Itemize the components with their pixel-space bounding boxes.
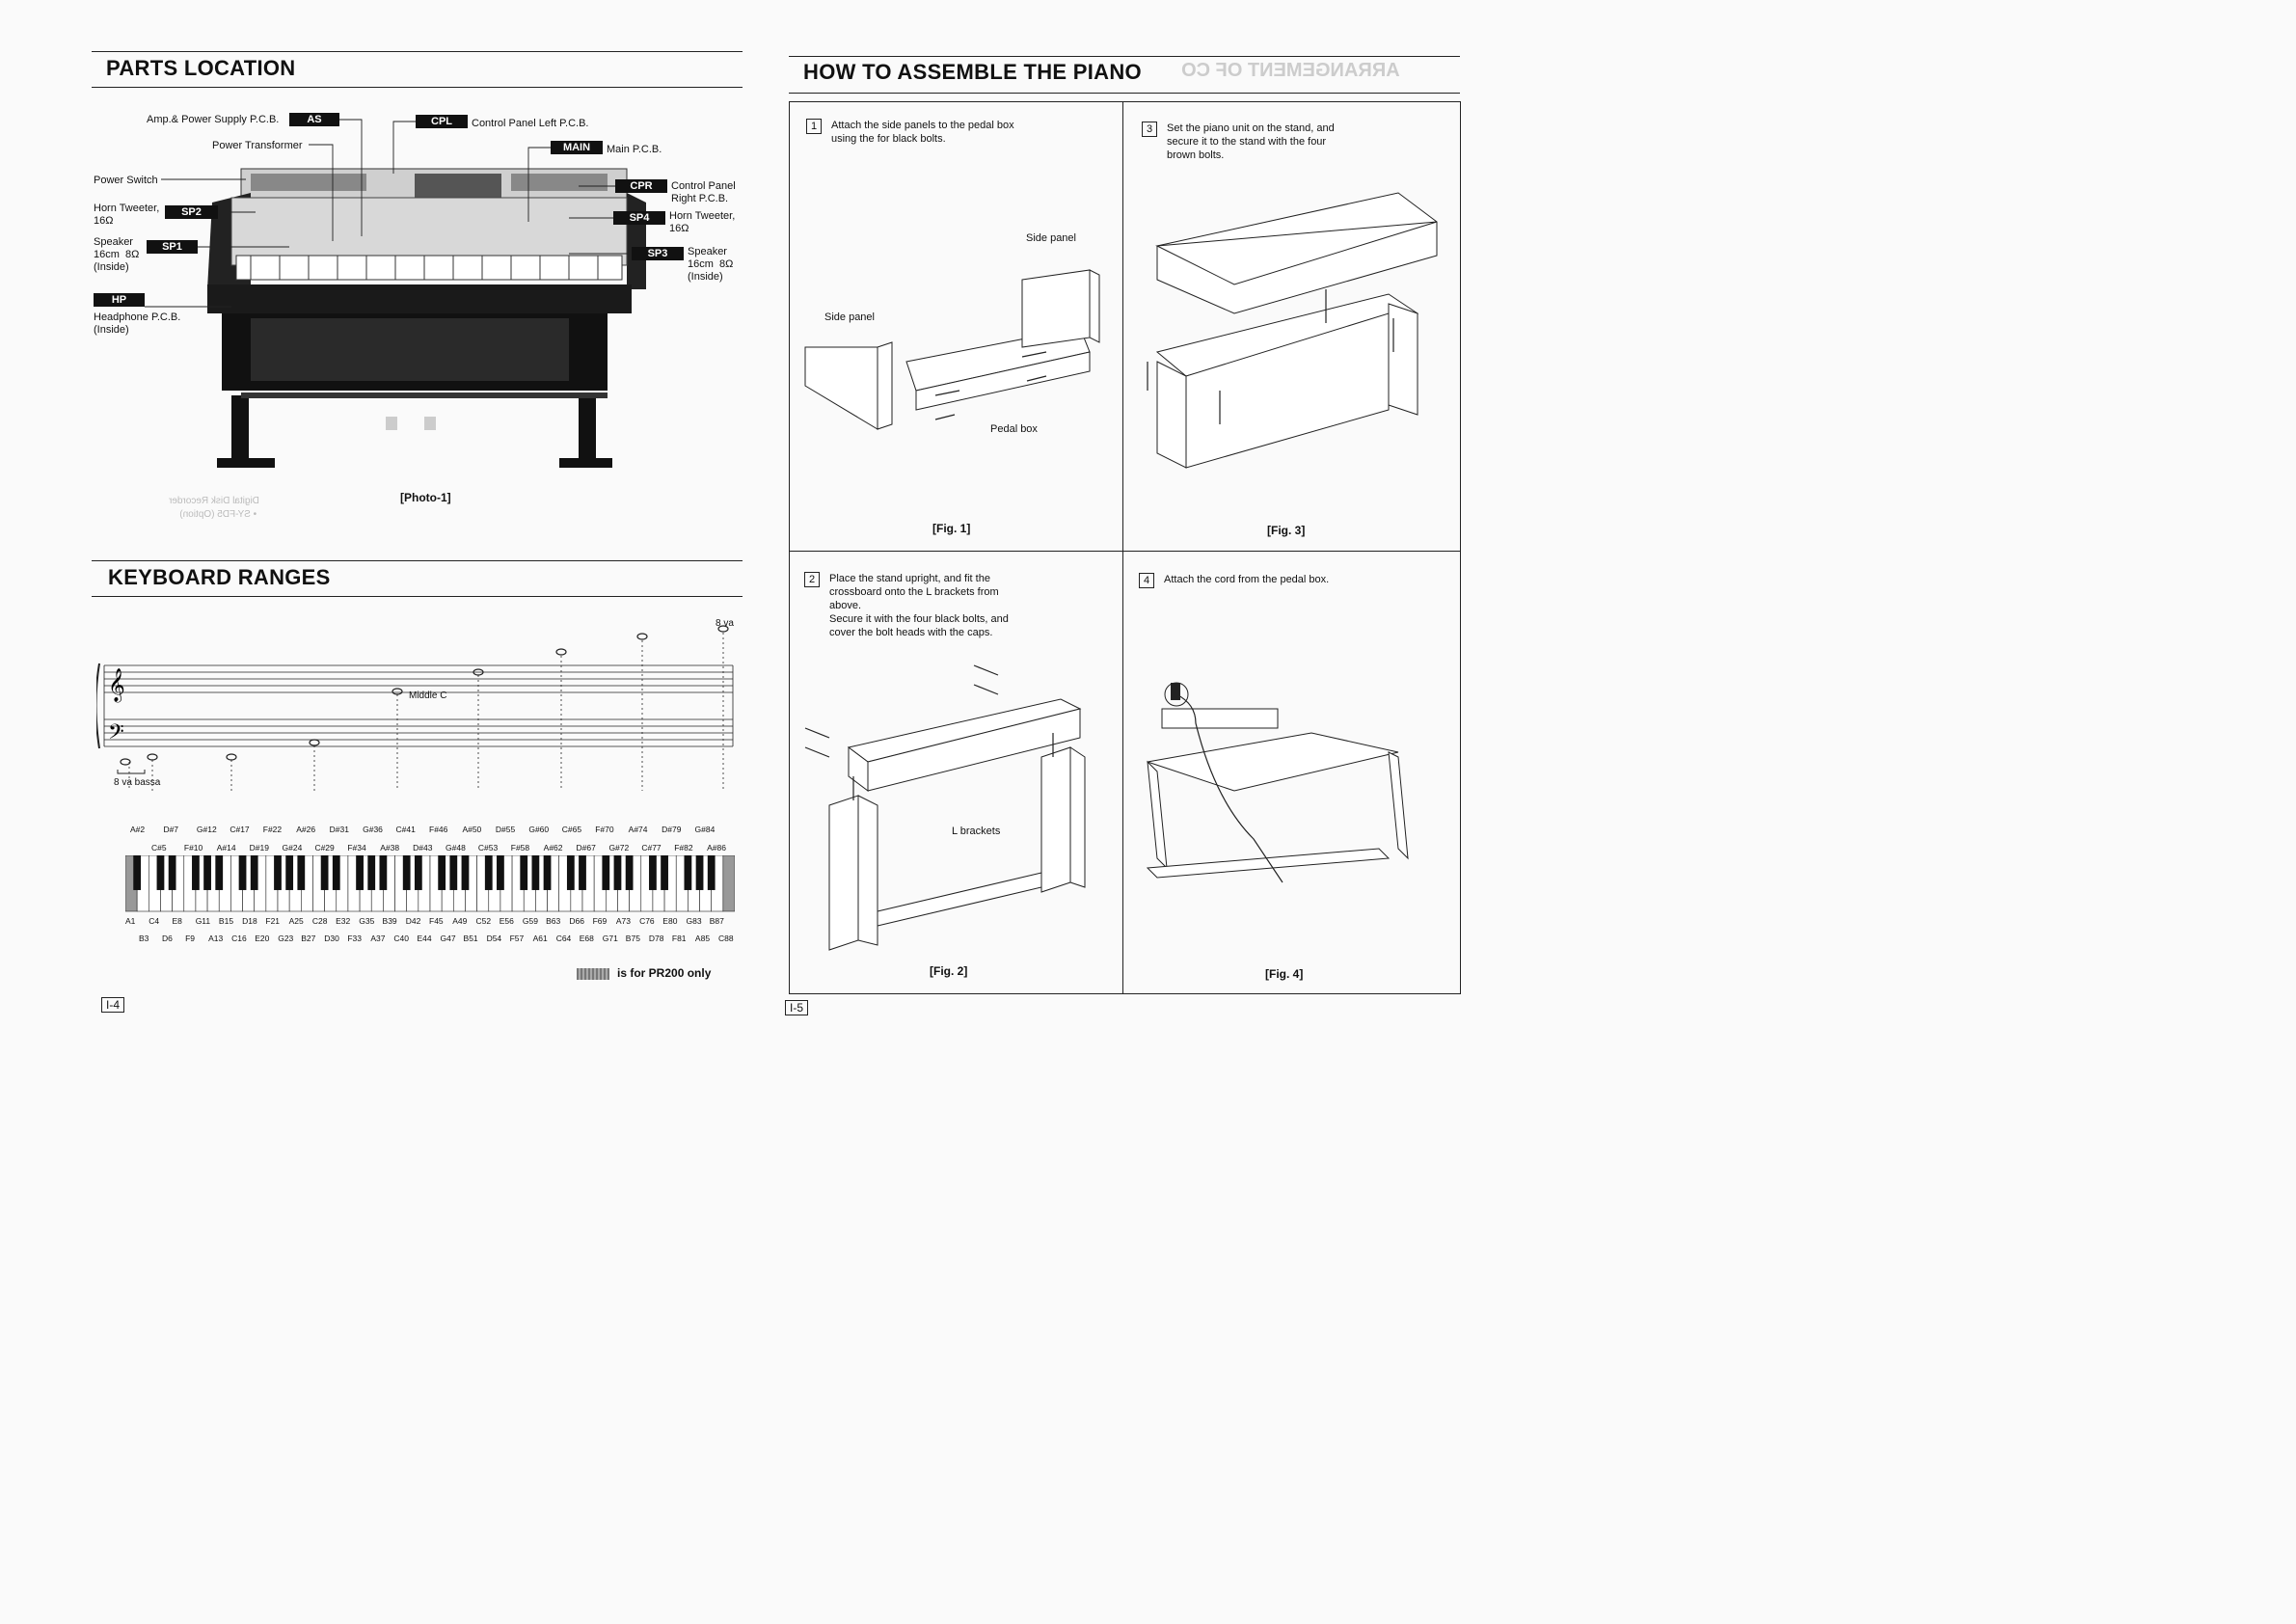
key-label: B63 xyxy=(546,916,561,926)
black-key xyxy=(285,855,293,890)
tag-main: MAIN xyxy=(551,141,603,154)
assembly-vdivider xyxy=(1122,101,1123,993)
black-key xyxy=(708,855,716,890)
tag-sp3: SP3 xyxy=(632,247,684,260)
headphone-label: Headphone P.C.B. (Inside) xyxy=(94,311,181,336)
tag-as: AS xyxy=(289,113,339,126)
photo-caption: [Photo-1] xyxy=(400,491,451,504)
black-key xyxy=(462,855,470,890)
black-key xyxy=(567,855,575,890)
eight-va-bassa-label: 8 va bassa xyxy=(114,777,161,788)
key-label: C76 xyxy=(639,916,655,926)
black-key xyxy=(497,855,504,890)
grand-staff xyxy=(96,617,743,791)
key-label: A25 xyxy=(288,916,304,926)
key-label: D78 xyxy=(648,934,664,943)
key-label: F#58 xyxy=(510,843,530,853)
keyboard-title-rule xyxy=(92,596,743,597)
horn-tweeter-left-label: Horn Tweeter, 16Ω xyxy=(94,203,160,227)
key-label: C#5 xyxy=(151,843,167,853)
key-label: E44 xyxy=(417,934,432,943)
key-label: C#65 xyxy=(561,825,582,834)
svg-text:𝄢: 𝄢 xyxy=(108,720,124,749)
power-switch-label: Power Switch xyxy=(94,175,158,186)
black-key xyxy=(297,855,305,890)
key-label: G#36 xyxy=(363,825,383,834)
step-4 xyxy=(1139,573,1329,588)
fig2-drawing xyxy=(800,651,1109,960)
black-key xyxy=(649,855,657,890)
fig1-pedal-box-label: Pedal box xyxy=(990,423,1038,435)
key-label: D#43 xyxy=(413,843,433,853)
tag-cpr: CPR xyxy=(615,179,667,193)
pr200-legend-text: is for PR200 only xyxy=(617,966,712,980)
key-label: C52 xyxy=(475,916,492,926)
key-label: D#19 xyxy=(249,843,269,853)
pr200-legend-swatch xyxy=(577,968,609,980)
keyboard-ranges-title: KEYBOARD RANGES xyxy=(108,565,331,589)
key-label: D30 xyxy=(324,934,339,943)
black-key xyxy=(356,855,364,890)
fig4-drawing xyxy=(1138,665,1446,897)
key-label: A37 xyxy=(370,934,386,943)
key-label: D54 xyxy=(486,934,502,943)
tag-hp: HP xyxy=(94,293,145,307)
key-label: A#2 xyxy=(130,825,146,834)
key-label: C4 xyxy=(149,916,160,926)
key-label: C88 xyxy=(717,934,734,943)
key-label: C#41 xyxy=(395,825,416,834)
amp-label: Amp.& Power Supply P.C.B. xyxy=(147,114,280,125)
middle-c-label: Middle C xyxy=(409,690,447,701)
key-label: F57 xyxy=(509,934,525,943)
key-label: D18 xyxy=(242,916,257,926)
fig1-side-panel-label-1: Side panel xyxy=(1026,232,1076,244)
key-label: F#82 xyxy=(674,843,693,853)
black-key xyxy=(321,855,329,890)
key-label: F81 xyxy=(671,934,687,943)
page-number-left: I-4 xyxy=(101,997,124,1013)
key-label: A#62 xyxy=(543,843,563,853)
assemble-title-rule xyxy=(789,93,1460,94)
black-key xyxy=(438,855,446,890)
black-key xyxy=(192,855,200,890)
step-3-text: Set the piano unit on the stand, and secure it to the stand with the four brown bolts. xyxy=(1167,122,1335,161)
key-label: A73 xyxy=(615,916,631,926)
key-label: G#48 xyxy=(446,843,466,853)
key-label: E20 xyxy=(255,934,270,943)
key-label: C#17 xyxy=(230,825,250,834)
leader-lines xyxy=(0,0,752,347)
key-label: B15 xyxy=(218,916,234,926)
key-label: A#74 xyxy=(628,825,648,834)
key-label: C28 xyxy=(311,916,328,926)
key-label: A#26 xyxy=(296,825,316,834)
speaker-left-label: Speaker 16cm 8Ω (Inside) xyxy=(94,236,140,273)
step-1 xyxy=(806,119,1014,146)
key-label: F#46 xyxy=(429,825,448,834)
key-label: B27 xyxy=(301,934,316,943)
step-4-text: Attach the cord from the pedal box. xyxy=(1164,574,1330,585)
black-key xyxy=(333,855,340,890)
black-key xyxy=(614,855,622,890)
tag-sp4: SP4 xyxy=(613,211,665,225)
key-label: G47 xyxy=(440,934,456,943)
black-key xyxy=(544,855,552,890)
key-label: F#34 xyxy=(347,843,366,853)
parts-location-title: PARTS LOCATION xyxy=(106,56,296,80)
black-key xyxy=(157,855,165,890)
key-label: D66 xyxy=(569,916,584,926)
main-label: Main P.C.B. xyxy=(607,144,662,155)
black-key xyxy=(251,855,258,890)
key-label: E56 xyxy=(499,916,514,926)
key-label: F#10 xyxy=(183,843,203,853)
key-label: D#55 xyxy=(495,825,516,834)
key-label: G71 xyxy=(602,934,618,943)
black-key xyxy=(579,855,586,890)
step-3 xyxy=(1142,122,1335,162)
key-label: E8 xyxy=(172,916,182,926)
key-label: C64 xyxy=(555,934,572,943)
fig2-l-brackets-label: L brackets xyxy=(952,826,1001,837)
key-label: C#53 xyxy=(477,843,499,853)
black-key xyxy=(215,855,223,890)
key-label: F#70 xyxy=(595,825,614,834)
key-label: B87 xyxy=(709,916,724,926)
key-label: C#77 xyxy=(641,843,662,853)
key-label: G11 xyxy=(195,916,211,926)
key-label: G83 xyxy=(686,916,702,926)
key-label: F69 xyxy=(592,916,608,926)
black-key xyxy=(696,855,704,890)
keyboard-diagram xyxy=(125,855,735,913)
key-label: A#86 xyxy=(707,843,726,853)
key-label: D42 xyxy=(405,916,421,926)
key-label: G#24 xyxy=(282,843,303,853)
black-key xyxy=(367,855,375,890)
key-label: A61 xyxy=(532,934,548,943)
horn-tweeter-right-label: Horn Tweeter, 16Ω xyxy=(669,210,736,234)
key-label: E80 xyxy=(662,916,678,926)
step-2-text: Place the stand upright, and fit the crossboard onto the L brackets from above. Secure it with the four black bolts, and cover the bolt heads with the caps. xyxy=(829,573,1009,638)
fig2-caption: [Fig. 2] xyxy=(930,964,968,978)
key-label: B51 xyxy=(463,934,478,943)
black-key xyxy=(626,855,634,890)
key-label: F45 xyxy=(429,916,444,926)
key-label: A#38 xyxy=(380,843,400,853)
key-label: A49 xyxy=(452,916,468,926)
key-label: D#79 xyxy=(662,825,682,834)
cpl-label: Control Panel Left P.C.B. xyxy=(472,118,589,129)
key-label: B75 xyxy=(625,934,640,943)
black-key xyxy=(203,855,211,890)
fig3-caption: [Fig. 3] xyxy=(1267,524,1306,537)
assembly-hdivider xyxy=(789,551,1461,552)
key-label: A#14 xyxy=(216,843,236,853)
black-key xyxy=(403,855,411,890)
black-key xyxy=(415,855,422,890)
assemble-title: HOW TO ASSEMBLE THE PIANO xyxy=(803,60,1142,84)
black-key xyxy=(169,855,176,890)
key-label: G59 xyxy=(522,916,538,926)
key-label: F#22 xyxy=(262,825,283,834)
manual-spread xyxy=(0,0,1512,1069)
tag-cpl: CPL xyxy=(416,115,468,128)
fig1-caption: [Fig. 1] xyxy=(932,522,971,535)
tag-sp1: SP1 xyxy=(147,240,198,254)
key-label: A13 xyxy=(208,934,224,943)
key-label: C40 xyxy=(393,934,410,943)
power-transformer-label: Power Transformer xyxy=(212,140,303,151)
cpr-label: Control Panel Right P.C.B. xyxy=(671,180,736,204)
key-label: D#31 xyxy=(329,825,349,834)
key-label: A85 xyxy=(694,934,711,943)
key-label: A1 xyxy=(125,916,136,926)
speaker-right-label: Speaker 16cm 8Ω (Inside) xyxy=(688,246,734,283)
fig1-side-panel-label-2: Side panel xyxy=(824,311,875,323)
black-key xyxy=(239,855,247,890)
key-label: D6 xyxy=(162,934,173,943)
key-label: D#67 xyxy=(576,843,596,853)
black-key xyxy=(520,855,527,890)
black-key xyxy=(379,855,387,890)
keyboard-top-rule xyxy=(92,560,743,561)
key-label: G35 xyxy=(359,916,375,926)
tag-sp2: SP2 xyxy=(165,205,218,219)
key-label: G#12 xyxy=(196,825,217,834)
svg-text:𝄞: 𝄞 xyxy=(108,668,125,702)
black-key xyxy=(602,855,609,890)
black-key xyxy=(274,855,282,890)
key-label: F21 xyxy=(265,916,281,926)
key-label: A#50 xyxy=(462,825,482,834)
black-key xyxy=(449,855,457,890)
black-key xyxy=(531,855,539,890)
white-key xyxy=(723,855,735,911)
step-3-number: 3 xyxy=(1142,122,1157,137)
key-label: B39 xyxy=(382,916,397,926)
key-label: B3 xyxy=(139,934,149,943)
top-rule-right xyxy=(789,56,1460,57)
black-key xyxy=(661,855,668,890)
fig3-drawing xyxy=(1138,178,1446,487)
step-1-text: Attach the side panels to the pedal box using the for black bolts. xyxy=(831,120,1014,145)
ghost-title: ARRANGEMENT OF CO xyxy=(1181,60,1400,81)
eight-va-label: 8 va xyxy=(716,618,734,629)
key-label: E32 xyxy=(336,916,351,926)
ghost-text-1: Digital Disk Recorder • SY-FD5 (Option) xyxy=(169,496,259,520)
key-label: G#60 xyxy=(528,825,550,834)
key-label: C#29 xyxy=(314,843,335,853)
key-label: D#7 xyxy=(163,825,179,834)
key-label: C16 xyxy=(231,934,247,943)
key-label: G#72 xyxy=(608,843,630,853)
fig4-caption: [Fig. 4] xyxy=(1265,967,1304,981)
step-2-number: 2 xyxy=(804,572,820,587)
black-key xyxy=(684,855,691,890)
black-key xyxy=(485,855,493,890)
key-label: G#84 xyxy=(694,825,716,834)
step-4-number: 4 xyxy=(1139,573,1154,588)
key-label: F9 xyxy=(185,934,195,943)
key-label: G23 xyxy=(278,934,294,943)
fig1-drawing xyxy=(800,260,1119,453)
key-label: F33 xyxy=(347,934,362,943)
step-2 xyxy=(804,572,1009,639)
key-label: E68 xyxy=(579,934,594,943)
page-number-right: I-5 xyxy=(785,1000,808,1015)
step-1-number: 1 xyxy=(806,119,822,134)
black-key xyxy=(133,855,141,890)
